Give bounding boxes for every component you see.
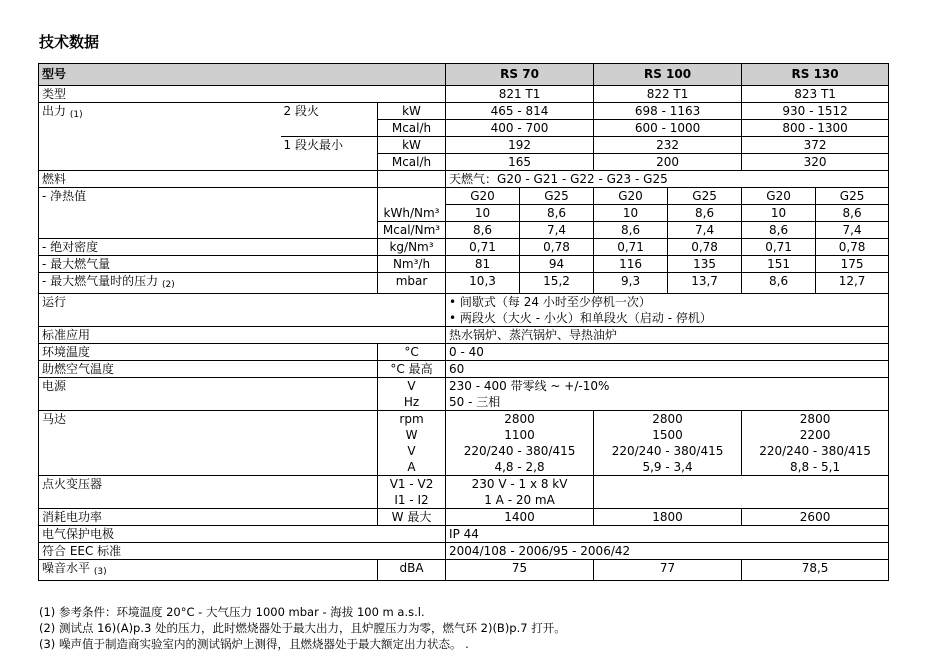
header-model-rs130: RS 130 (742, 64, 889, 86)
density-value: 0,78 (816, 239, 889, 256)
eec-label: 符合 EEC 标准 (39, 543, 446, 560)
max-pressure-unit: mbar (378, 273, 446, 294)
motor-label: 马达 (39, 411, 378, 476)
gas-type: G25 (520, 188, 594, 205)
operation-row (39, 294, 889, 311)
net-heat-value: 10 (742, 205, 816, 222)
header-model-rs100: RS 100 (594, 64, 742, 86)
eec-value: 2004/108 - 2006/95 - 2006/42 (446, 543, 889, 560)
ambient-temp-value: 0 - 40 (446, 344, 889, 361)
consumption-value: 2600 (742, 509, 889, 526)
max-pressure-value: 12,7 (816, 273, 889, 294)
air-temp-label: 助燃空气温度 (39, 361, 378, 378)
gas-type: G20 (594, 188, 668, 205)
protection-value: IP 44 (446, 526, 889, 543)
max-pressure-value: 9,3 (594, 273, 668, 294)
density-unit: kg/Nm³ (378, 239, 446, 256)
motor-value: 1500 (594, 427, 742, 443)
net-heat-value: 10 (446, 205, 520, 222)
max-pressure-label-cell (39, 273, 378, 294)
max-pressure-value: 15,2 (520, 273, 594, 294)
net-heat-unit: Mcal/Nm³ (378, 222, 446, 239)
output-value: 698 - 1163 (594, 103, 742, 120)
output-value: 930 - 1512 (742, 103, 889, 120)
noise-note: (3) (93, 567, 107, 577)
net-heat-value: 8,6 (816, 205, 889, 222)
eec-row (39, 543, 889, 560)
gas-type-unit-empty (378, 188, 446, 205)
density-value: 0,78 (520, 239, 594, 256)
ambient-temp-label: 环境温度 (39, 344, 378, 361)
max-pressure-value: 10,3 (446, 273, 520, 294)
protection-row (39, 526, 889, 543)
header-row (39, 64, 889, 86)
motor-value: 2800 (594, 411, 742, 428)
max-pressure-note: (2) (161, 280, 175, 290)
gas-type: G25 (668, 188, 742, 205)
fuel-value: 天燃气：G20 - G21 - G22 - G23 - G25 (446, 171, 889, 188)
fuel-row (39, 171, 889, 188)
gas-type: G25 (816, 188, 889, 205)
net-heat-value: 8,6 (742, 222, 816, 239)
density-value: 0,78 (668, 239, 742, 256)
air-temp-unit: °C 最高 (378, 361, 446, 378)
ignition-label: 点火变压器 (39, 476, 378, 509)
application-row (39, 327, 889, 344)
noise-label: 噪音水平 (42, 561, 91, 575)
output-note: (1) (69, 110, 83, 120)
gas-type: G20 (742, 188, 816, 205)
operation-line: • 间歇式（每 24 小时至少停机一次） (446, 294, 889, 311)
spec-table (38, 63, 889, 581)
ignition-value: 1 A - 20 mA (446, 492, 594, 509)
output-value: 600 - 1000 (594, 120, 742, 137)
type-rs130: 823 T1 (742, 86, 889, 103)
max-gas-label: - 最大燃气量 (39, 256, 378, 273)
max-pressure-label: - 最大燃气量时的压力 (42, 274, 159, 288)
power-value: 230 - 400 带零线 ~ +/-10% (446, 378, 889, 395)
operation-label: 运行 (39, 294, 446, 327)
max-gas-unit: Nm³/h (378, 256, 446, 273)
output-label-cell (39, 103, 281, 171)
ignition-unit: V1 - V2 (378, 476, 446, 493)
max-gas-value: 175 (816, 256, 889, 273)
net-heat-value: 7,4 (816, 222, 889, 239)
max-gas-value: 135 (668, 256, 742, 273)
application-label: 标准应用 (39, 327, 446, 344)
power-unit: Hz (378, 394, 446, 411)
net-heat-value: 8,6 (594, 222, 668, 239)
power-unit: V (378, 378, 446, 395)
type-rs70: 821 T1 (446, 86, 594, 103)
max-pressure-value: 13,7 (668, 273, 742, 294)
motor-value: 4,8 - 2,8 (446, 459, 594, 476)
motor-value: 220/240 - 380/415 (742, 443, 889, 459)
noise-value: 78,5 (742, 560, 889, 581)
output-value: 192 (446, 137, 594, 154)
motor-row (39, 411, 889, 428)
footnote: (3) 噪声值于制造商实验室内的测试锅炉上测得，且燃烧器处于最大额定出力状态。 . (39, 637, 469, 651)
page-title: 技术数据 (39, 33, 100, 51)
motor-unit: V (378, 443, 446, 459)
net-heat-value: 7,4 (520, 222, 594, 239)
max-pressure-value: 8,6 (742, 273, 816, 294)
output-unit: kW (378, 137, 446, 154)
max-gas-row (39, 256, 889, 273)
motor-value: 2800 (446, 411, 594, 428)
consumption-unit: W 最大 (378, 509, 446, 526)
motor-value: 220/240 - 380/415 (594, 443, 742, 459)
output-unit: Mcal/h (378, 120, 446, 137)
max-gas-value: 151 (742, 256, 816, 273)
power-value: 50 - 三相 (446, 394, 889, 411)
output-row (39, 103, 889, 120)
motor-value: 5,9 - 3,4 (594, 459, 742, 476)
footnote: (2) 测试点 16)(A)p.3 处的压力，此时燃烧器处于最大出力，且炉膛压力为零，燃气环 2)(B)p.7 打开。 (39, 621, 566, 635)
consumption-value: 1800 (594, 509, 742, 526)
ambient-temp-row (39, 344, 889, 361)
net-heat-unit: kWh/Nm³ (378, 205, 446, 222)
density-value: 0,71 (742, 239, 816, 256)
type-row (39, 86, 889, 103)
motor-unit: W (378, 427, 446, 443)
net-heat-value: 8,6 (520, 205, 594, 222)
noise-row (39, 560, 889, 581)
output-value: 320 (742, 154, 889, 171)
air-temp-row (39, 361, 889, 378)
output-value: 400 - 700 (446, 120, 594, 137)
max-gas-value: 81 (446, 256, 520, 273)
density-value: 0,71 (446, 239, 520, 256)
net-heat-value: 7,4 (668, 222, 742, 239)
ignition-unit: I1 - I2 (378, 492, 446, 509)
air-temp-value: 60 (446, 361, 889, 378)
header-model-label: 型号 (39, 64, 446, 86)
noise-value: 75 (446, 560, 594, 581)
output-two-stage: 2 段火 (281, 103, 378, 137)
density-row (39, 239, 889, 256)
output-value: 165 (446, 154, 594, 171)
type-label: 类型 (39, 86, 446, 103)
protection-label: 电气保护电极 (39, 526, 446, 543)
fuel-label: 燃料 (39, 171, 378, 188)
output-unit: kW (378, 103, 446, 120)
output-value: 200 (594, 154, 742, 171)
output-unit: Mcal/h (378, 154, 446, 171)
ignition-value: 230 V - 1 x 8 kV (446, 476, 594, 493)
max-gas-value: 94 (520, 256, 594, 273)
application-value: 热水锅炉、蒸汽锅炉、导热油炉 (446, 327, 889, 344)
consumption-row (39, 509, 889, 526)
motor-unit: rpm (378, 411, 446, 428)
max-pressure-row (39, 273, 889, 294)
consumption-label: 消耗电功率 (39, 509, 378, 526)
motor-value: 8,8 - 5,1 (742, 459, 889, 476)
output-label: 出力 (42, 104, 67, 118)
power-label: 电源 (39, 378, 378, 411)
motor-value: 220/240 - 380/415 (446, 443, 594, 459)
density-value: 0,71 (594, 239, 668, 256)
ignition-empty (594, 476, 889, 509)
output-value: 800 - 1300 (742, 120, 889, 137)
ignition-row (39, 476, 889, 493)
motor-value: 2800 (742, 411, 889, 428)
motor-value: 1100 (446, 427, 594, 443)
gas-type: G20 (446, 188, 520, 205)
noise-label-cell (39, 560, 378, 581)
density-label: - 绝对密度 (39, 239, 378, 256)
consumption-value: 1400 (446, 509, 594, 526)
ambient-temp-unit: °C (378, 344, 446, 361)
output-value: 232 (594, 137, 742, 154)
net-heat-value: 8,6 (668, 205, 742, 222)
fuel-unit-empty (378, 171, 446, 188)
footnote: (1) 参考条件：环境温度 20°C - 大气压力 1000 mbar - 海拔 100 m a.s.l. (39, 605, 425, 619)
noise-unit: dBA (378, 560, 446, 581)
motor-value: 2200 (742, 427, 889, 443)
net-heat-label: - 净热值 (39, 188, 378, 239)
header-model-rs70: RS 70 (446, 64, 594, 86)
noise-value: 77 (594, 560, 742, 581)
operation-line: • 两段火（大火 - 小火）和单段火（启动 - 停机） (446, 310, 889, 327)
type-rs100: 822 T1 (594, 86, 742, 103)
gas-type-row (39, 188, 889, 205)
output-one-stage-min: 1 段火最小 (281, 137, 378, 171)
power-row (39, 378, 889, 395)
footnotes (39, 604, 566, 652)
max-gas-value: 116 (594, 256, 668, 273)
net-heat-value: 8,6 (446, 222, 520, 239)
output-value: 372 (742, 137, 889, 154)
output-value: 465 - 814 (446, 103, 594, 120)
net-heat-value: 10 (594, 205, 668, 222)
motor-unit: A (378, 459, 446, 476)
